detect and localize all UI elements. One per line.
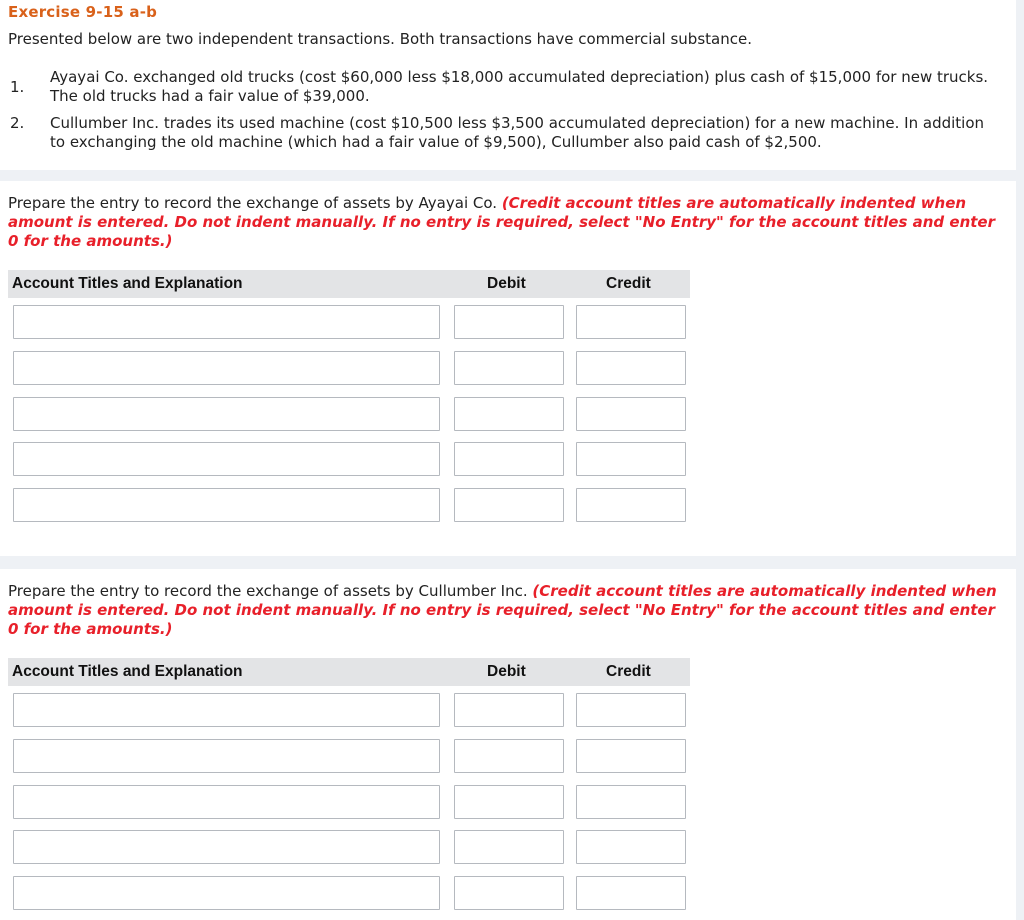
transaction-number: 2. [10,114,25,132]
transaction-text: Cullumber Inc. trades its used machine (cost $10,500 less $3,500 accumulated depreciation) for a new machine. In addition to exchanging the old machine (which had a fair value of $9,500), Cullumber also paid cash of $2,500. [50,114,985,151]
account-title-input[interactable] [13,488,440,522]
debit-header: Debit [487,663,526,680]
journal-header [8,270,690,298]
journal-row [0,305,700,341]
account-title-input[interactable] [13,397,440,431]
credit-input[interactable] [576,305,686,339]
debit-input[interactable] [454,397,564,431]
exercise-title: Exercise 9-15 a-b [8,3,158,21]
account-title-input[interactable] [13,876,440,910]
debit-input[interactable] [454,830,564,864]
account-title-input[interactable] [13,693,440,727]
credit-input[interactable] [576,830,686,864]
credit-header: Credit [606,663,651,680]
account-title-input[interactable] [13,305,440,339]
journal-row [0,397,700,433]
journal-row [0,693,700,729]
instruction-text: Prepare the entry to record the exchange of assets by Cullumber Inc. [8,582,528,600]
debit-input[interactable] [454,876,564,910]
transaction-text: Ayayai Co. exchanged old trucks (cost $60,000 less $18,000 accumulated depreciation) plus cash of $15,000 for new trucks. The old trucks had a fair value of $39,000. [50,68,989,105]
credit-header: Credit [606,275,651,292]
credit-input[interactable] [576,488,686,522]
debit-input[interactable] [454,739,564,773]
journal-row [0,442,700,478]
part-b-panel [0,569,1016,920]
credit-input[interactable] [576,785,686,819]
debit-input[interactable] [454,305,564,339]
transaction-number: 1. [10,78,25,96]
debit-header: Debit [487,275,526,292]
journal-row [0,876,700,912]
debit-input[interactable] [454,351,564,385]
instruction-hint: (Credit account titles are automatically indented when amount is entered. Do not indent manually. If no entry is required, select "No Entry" for the account titles and enter 0 for the amounts.) [8,582,997,638]
account-titles-header: Account Titles and Explanation [12,275,243,292]
part-a-panel [0,181,1016,556]
debit-input[interactable] [454,488,564,522]
credit-input[interactable] [576,397,686,431]
journal-row [0,739,700,775]
instruction-text: Prepare the entry to record the exchange of assets by Ayayai Co. [8,194,498,212]
part-b-instruction [8,582,1008,639]
account-title-input[interactable] [13,442,440,476]
journal-row [0,830,700,866]
credit-input[interactable] [576,351,686,385]
account-title-input[interactable] [13,739,440,773]
credit-input[interactable] [576,442,686,476]
part-a-instruction [8,194,1008,251]
account-title-input[interactable] [13,830,440,864]
debit-input[interactable] [454,785,564,819]
journal-row [0,488,700,524]
debit-input[interactable] [454,693,564,727]
credit-input[interactable] [576,693,686,727]
journal-row [0,785,700,821]
account-title-input[interactable] [13,351,440,385]
credit-input[interactable] [576,876,686,910]
exercise-intro-text: Presented below are two independent transactions. Both transactions have commercial substance. [8,30,752,48]
debit-input[interactable] [454,442,564,476]
exercise-intro-panel [0,0,1016,170]
journal-header [8,658,690,686]
account-title-input[interactable] [13,785,440,819]
credit-input[interactable] [576,739,686,773]
instruction-hint: (Credit account titles are automatically indented when amount is entered. Do not indent manually. If no entry is required, select "No Entry" for the account titles and enter 0 for the amounts.) [8,194,995,250]
journal-row [0,351,700,387]
account-titles-header: Account Titles and Explanation [12,663,243,680]
